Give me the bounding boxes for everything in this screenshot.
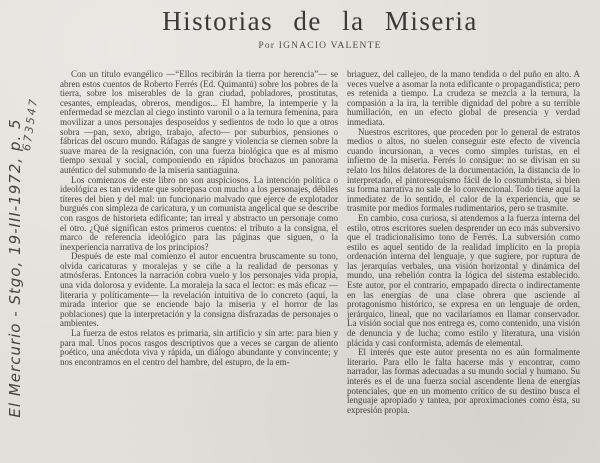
article-paragraph: La fuerza de estos relatos es primaria, sin artificio y sin arte: para bien y para mal. Unos pocos rasgos descriptivos que a veces se cargan de aliento poético, una anécdota viva y rápida, un diálogo abundante y convincente; y nos encontramos en el centro del hambre, del estupro, de la em-	[60, 328, 338, 367]
article-paragraph: En cambio, cosa curiosa, si atendemos a la fuerza interna del estilo, otros escritores suelen desprender un eco más subversivo que el tradicionalísimo tono de Ferrés. La subversión como estilo es aquel sentido de la realidad implícito en la propia ordenación interna del lenguaje, y que sugiere, por ruptura de las jerarquías verbales, una visión horizontal y dinámica del mundo, una rebelión contra la lógica del sistema establecido. Este autor, por el contrario, empapado directa o indirectamente en las energías de una clase obrera que asciende al protagonismo histórico, se expresa en un lenguaje de orden, jerárquico, lineal, que no vacilaríamos en llamar conservador. La visión social que nos entrega es, como contenido, una visión de denuncia y de lucha; como estilo y literatura, una visión plácida y casi conformista, además de elemental.	[347, 212, 580, 348]
article-byline: Por IGNACIO VALENTE	[258, 41, 382, 51]
article-paragraph: Nuestros escritores, que proceden por lo general de estratos medios o altos, no suelen conseguir este efecto de vivencia cuando incursionan, a veces como simples turistas, en el infierno de la miseria. Ferrés lo consigue: no se divisan en su relato los hilos delatores de la documentación, la distancia de lo interpretado, el pintoresquismo fácil de lo costumbrista, si bien su forma narrativa no sale de lo convencional. Todo tiene aquí la inmediatez de lo sentido, el calor de la experiencia, que se trasmite por medios formales rudimentarios, pero se trasmite.	[347, 126, 580, 214]
handwritten-source-note: El Mercurio - Stgo, 19-III-1972, p. 5	[6, 118, 24, 418]
article-paragraph: Los comienzos de este libro no son auspiciosos. La intención política o ideológica es tan evidente que sobrepasa con mucho a los personajes, débiles títeres del bien y del mal: un funcionario malvado que ejerce de explotador burgués con simpleza de caricatura, y un comunista angelical que se describe con rasgos de historieta edificante; tan irreal y abstracto un personaje como el otro. ¿Qué significan estos primeros cuentos: el tributo a la consigna, el marco de referencia ideológico para las páginas que siguen, o la inexperiencia narrativa de los principios?	[60, 174, 338, 252]
article-paragraph: El interés que este autor presenta no es aún formalmente literario. Para ello le falta hacerse más y encontrar, como narrador, las formas adecuadas a su mundo social y humano. Su interés es el de una fuerza social ascendente llena de energías potenciales, que en un momento crítico de su destino busca el lenguaje apropiado y tantea, por aproximaciones como ésta, su expresión propia.	[347, 347, 580, 415]
left-column	[60, 70, 338, 460]
article-paragraph: Después de este mal comienzo el autor encuentra bruscamente su tono, olvida caricaturas y moralejas y se ciñe a la realidad de personas y atmósferas. Entonces la narración cobra vuelo y los personajes vida propia, una vida dolorosa y evidente. La moraleja la saca el lector: es más eficaz —literaria y políticamente— la revelación intuitiva de lo concreto (aquí, la mirada interior que se enciende bajo la miseria y el horror de las poblaciones) que la interpretación y la consigna disfrazadas de personajes o ambientes.	[60, 251, 338, 329]
article-paragraph: briaguez, del callejeo, de la mano tendida o del puño en alto. A veces vuelve a asomar la nota edificante o propagandística; pero es retenida a tiempo. La crudeza se mezcla a la ternura, la compasión a la ira, la terrible dignidad del pobre a su terrible humillación, en un efecto global de presencia y verdad inmediata.	[347, 70, 580, 127]
handwritten-catalog-number: 673547	[20, 96, 41, 152]
right-column	[347, 70, 580, 460]
article-body	[60, 70, 580, 460]
article-title: Historias de la Miseria	[162, 6, 478, 36]
article-paragraph: Con un título evangélico —“Ellos recibirán la tierra por herencia”— se abren estos cuentos de Roberto Ferrés (Ed. Quimantú) sobre los pobres de la tierra, sobre los miserables de la gran ciudad, pobladores, prostitutas, cesantes, empleadas, obreros, mendigos... El hambre, la intemperie y la enfermedad se mezclan al ciego instinto varonil o a la ternura femenina, para movilizar a unos personajes desposeídos y sedientos de todo lo que a otros sobra —pan, sexo, abrigo, trabajo, afecto— por suburbios, pensiones o fábricas del oscuro mundo. Ráfagas de sangre y violencia se ciernen sobre la suave marea de la resignación, con una fuerza biológica que es al mismo tiempo sexual y social, componiendo en rápidos brochazos un panorama auténtico del submundo de la miseria santiaguina.	[60, 70, 338, 175]
masthead	[60, 6, 580, 51]
